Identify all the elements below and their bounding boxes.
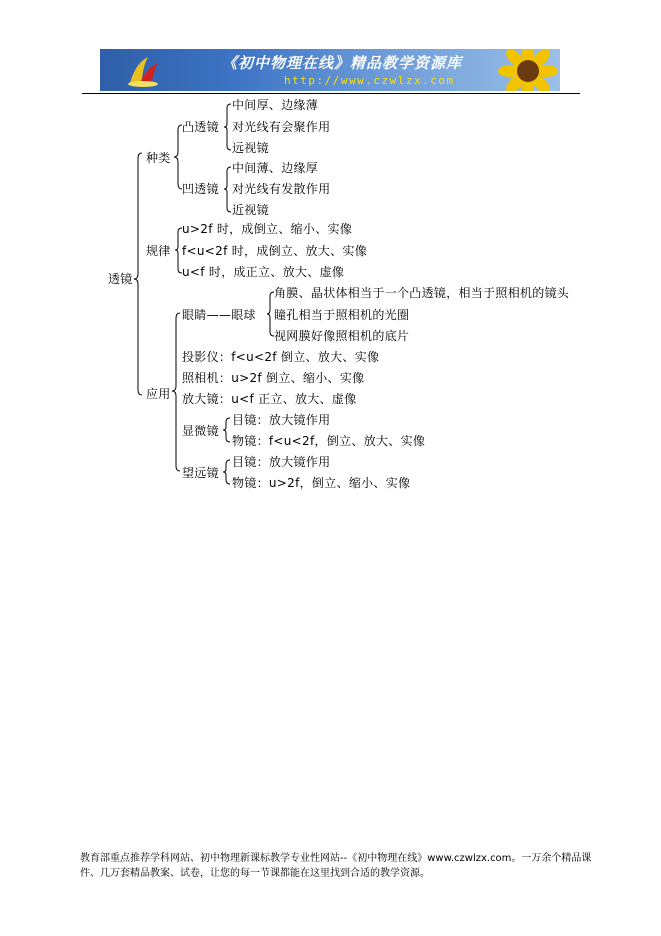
kinds-label: 种类 [146,151,171,165]
microscope-item: 目镜：放大镜作用 [232,413,331,427]
root-label: 透镜 [108,272,133,286]
rules-brace [175,228,182,273]
applications-label: 应用 [146,387,171,401]
microscope-label: 显微镜 [182,424,219,438]
rule-item: u>2f 时，成倒立、缩小、实像 [182,222,353,236]
telescope-item: 目镜：放大镜作用 [232,455,331,469]
magnifier-line: 放大镜：u<f 正立、放大、虚像 [182,392,357,406]
convex-label: 凸透镜 [182,120,219,134]
telescope-label: 望远镜 [182,466,219,480]
concave-brace [224,167,231,212]
kinds-brace [174,125,182,189]
concave-item: 对光线有发散作用 [232,182,331,196]
eye-brace [267,292,274,336]
camera-line: 照相机：u>2f 倒立、缩小、实像 [182,371,365,385]
projector-line: 投影仪：f<u<2f 倒立、放大、实像 [182,350,380,364]
root-brace [134,153,142,395]
banner-title: 《初中物理在线》精品教学资源库 [222,54,463,72]
banner-url[interactable]: http://www.czwlzx.com [284,74,455,87]
rules-label: 规律 [146,244,171,258]
concave-item: 中间薄、边缘厚 [232,161,319,175]
convex-item: 对光线有会聚作用 [232,120,331,134]
microscope-item: 物镜：f<u<2f，倒立、放大、实像 [232,434,426,448]
applications-brace [172,313,180,471]
telescope-brace [223,460,230,484]
concave-label: 凹透镜 [182,182,219,196]
footer-text: 教育部重点推荐学科网站、初中物理新课标教学专业性网站--《初中物理在线》www.czwlzx.com。一万余个精品课件、几万套精品教案、试卷，让您的每一节课都能在这里找到合适的教学资源。 [80,853,592,879]
telescope-item: 物镜：u>2f，倒立、缩小、实像 [232,476,411,490]
concave-item: 近视镜 [232,203,269,217]
convex-brace [224,104,231,150]
microscope-brace [223,418,230,442]
rule-item: u<f 时，成正立、放大、虚像 [182,265,345,279]
convex-item: 远视镜 [232,141,269,155]
eye-item: 瞳孔相当于照相机的光圈 [274,308,410,322]
eye-item: 角膜、晶状体相当于一个凸透镜，相当于照相机的镜头 [274,286,570,300]
rule-item: f<u<2f 时，成倒立、放大、实像 [182,244,368,258]
eye-label: 眼睛——眼球 [182,308,256,322]
eye-item: 视网膜好像照相机的底片 [274,329,410,343]
convex-item: 中间厚、边缘薄 [232,98,319,112]
